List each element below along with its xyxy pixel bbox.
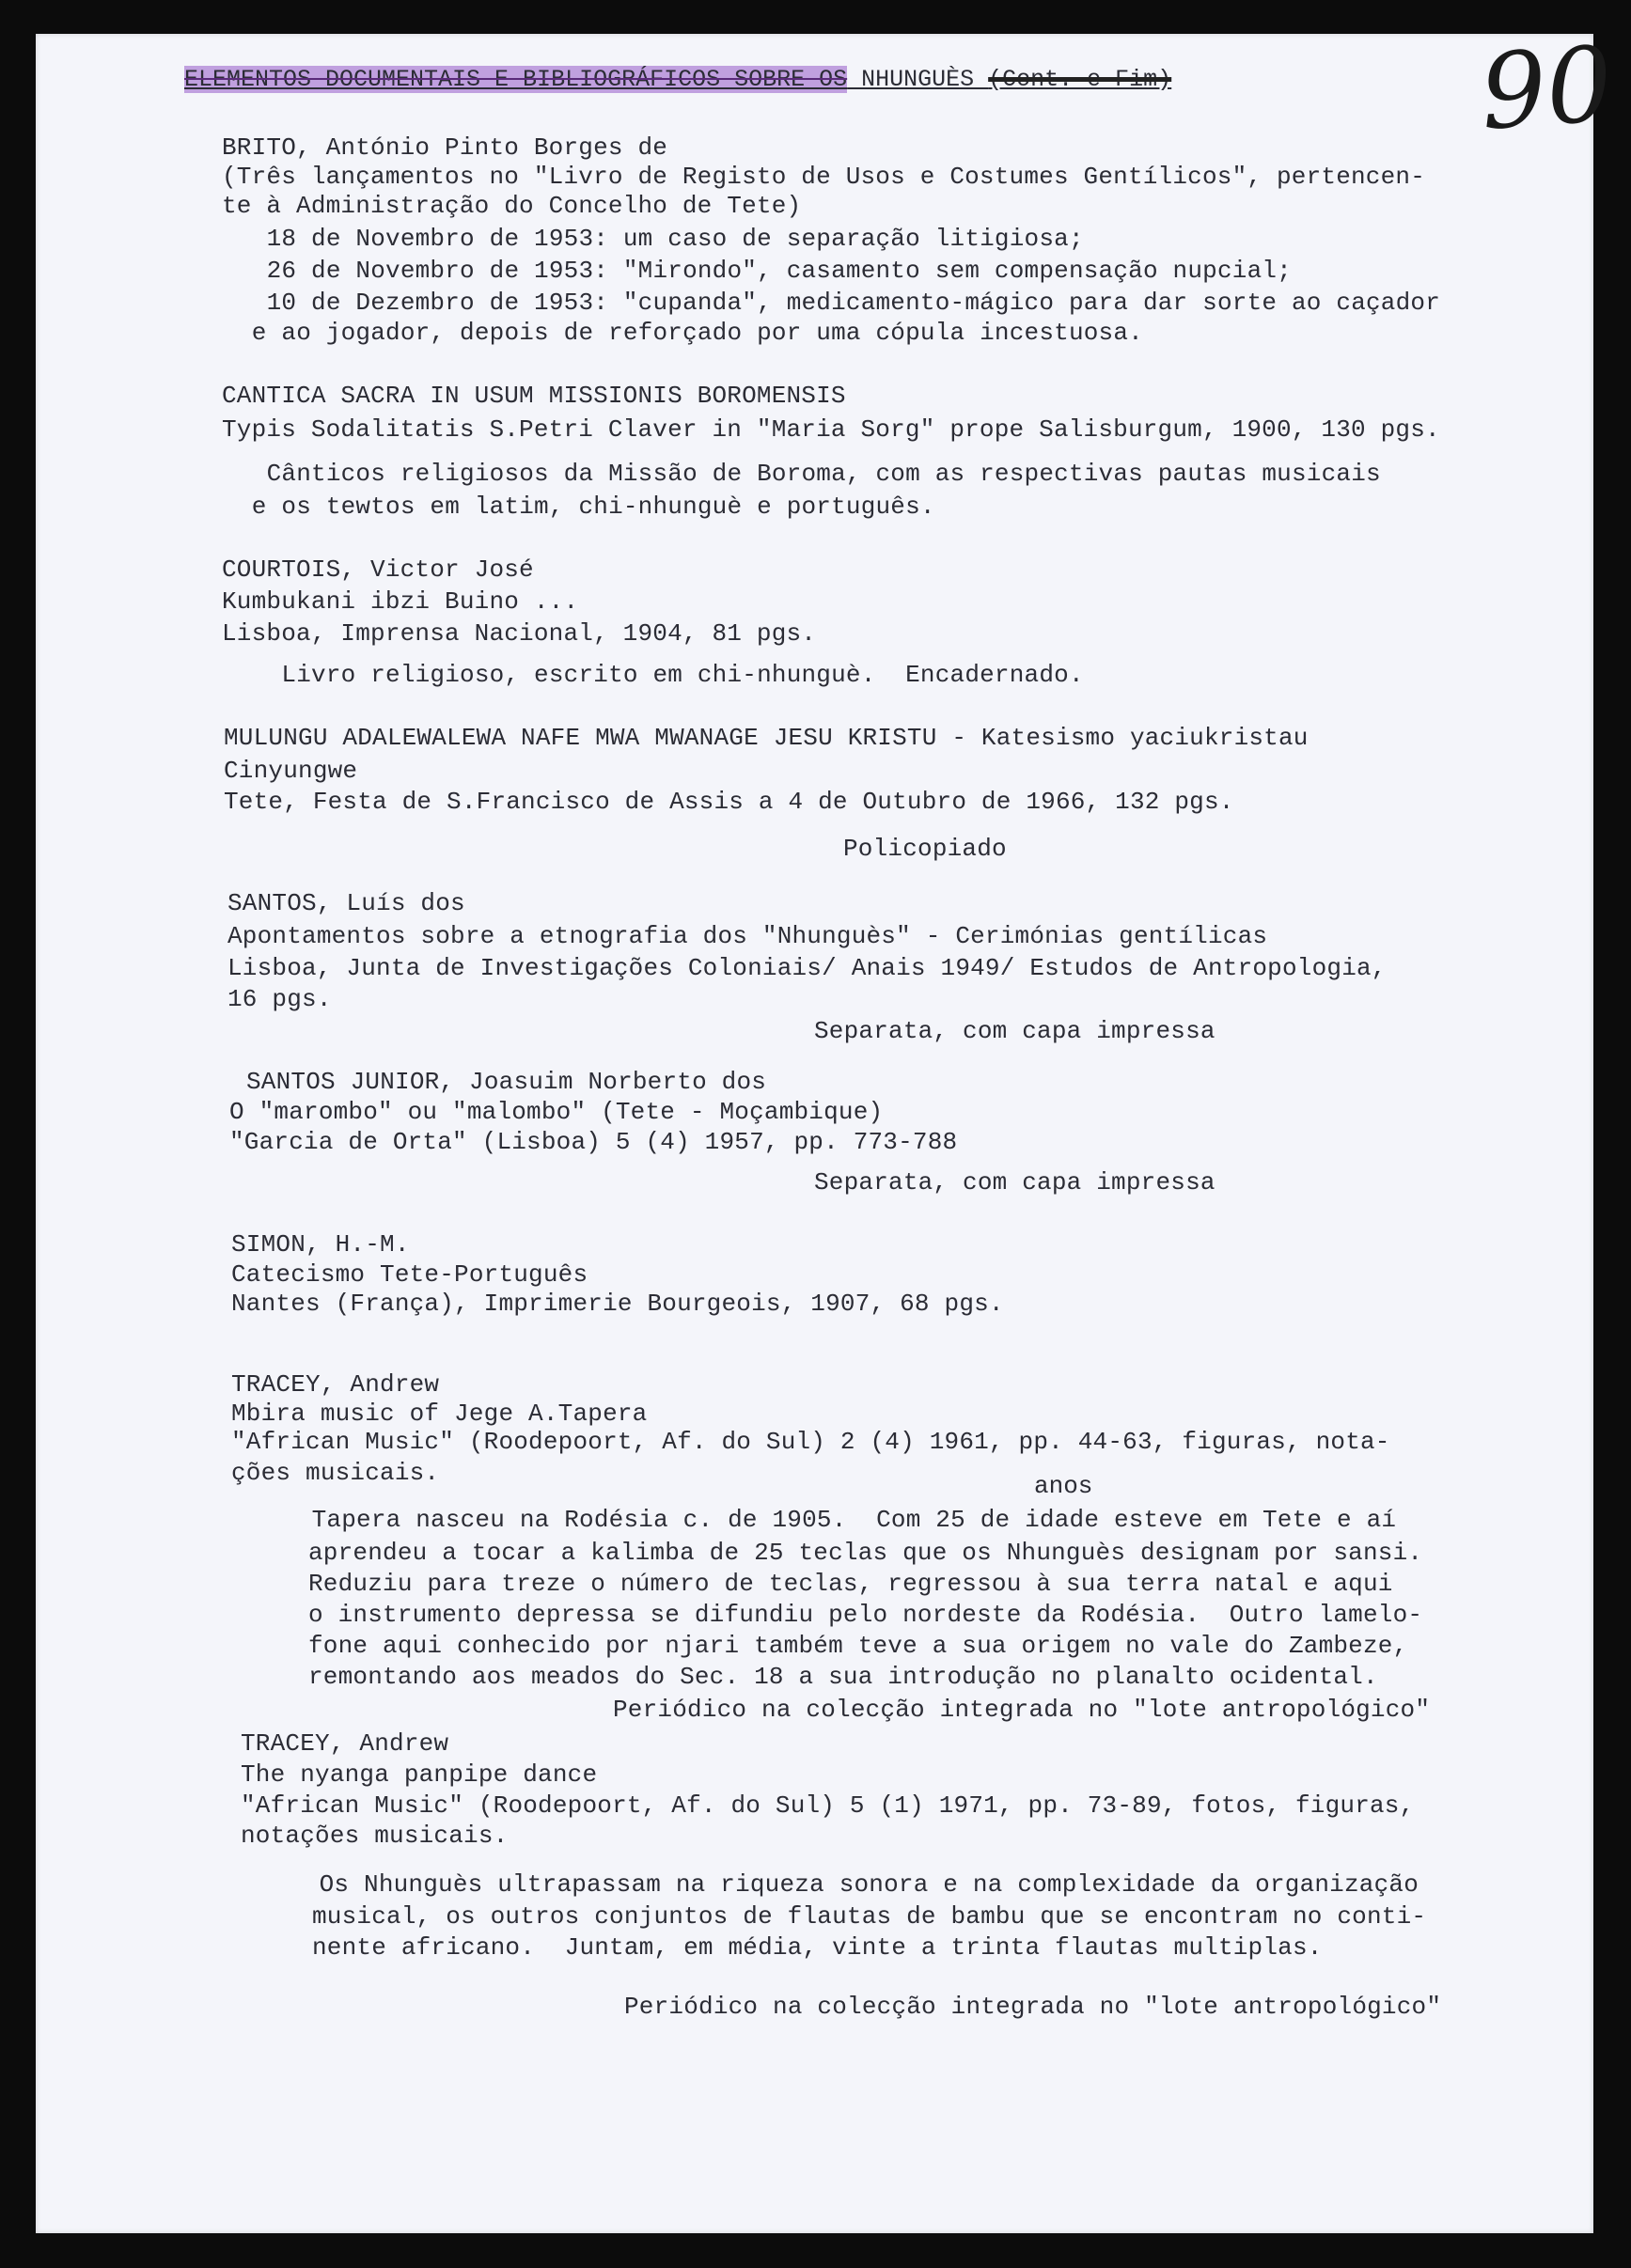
heading-struck: (Cont. e Fim): [988, 66, 1172, 93]
entry-brito-line: 26 de Novembro de 1953: "Mirondo", casamento sem compensação nupcial;: [237, 257, 1292, 285]
entry-tracey1-abstract: fone aqui conhecido por njari também teve a sua origem no vale do Zambeze,: [308, 1632, 1408, 1660]
entry-tracey2-title: The nyanga panpipe dance: [241, 1760, 598, 1789]
page-number: 90: [1476, 23, 1617, 153]
entry-santos-junior-line: O "marombo" ou "malombo" (Tete - Moçambique): [229, 1098, 884, 1126]
entry-santos-junior-note: Separata, com capa impressa: [814, 1168, 1215, 1197]
entry-tracey2-line: notações musicais.: [241, 1822, 509, 1850]
entry-cantica-line: Cânticos religiosos da Missão de Boroma, com as respectivas pautas musicais: [237, 460, 1381, 488]
handwritten-insert-anos: anos: [1034, 1472, 1093, 1500]
entry-tracey1-note: Periódico na colecção integrada no "lote antropológico": [613, 1696, 1431, 1724]
entry-tracey1-abstract: o instrumento depressa se difundiu pelo nordeste da Rodésia. Outro lamelo-: [308, 1601, 1423, 1629]
entry-brito-author: BRITO, António Pinto Borges de: [222, 133, 668, 162]
entry-tracey2-author: TRACEY, Andrew: [241, 1729, 449, 1758]
entry-cantica-title: CANTICA SACRA IN USUM MISSIONIS BOROMENSIS: [222, 382, 846, 410]
entry-tracey1-line: ções musicais.: [231, 1459, 440, 1487]
entry-courtois-line: Livro religioso, escrito em chi-nhunguè. Encadernado.: [237, 661, 1084, 689]
entry-brito-line: (Três lançamentos no "Livro de Registo de Usos e Costumes Gentílicos", pertencen-: [222, 163, 1426, 191]
entry-tracey1-abstract: aprendeu a tocar a kalimba de 25 teclas que os Nhunguès designam por sansi.: [308, 1539, 1423, 1567]
entry-santos-line: Lisboa, Junta de Investigações Coloniais/ Anais 1949/ Estudos de Antropologia,: [227, 954, 1387, 982]
entry-tracey1-abstract: Reduziu para treze o número de teclas, regressou à sua terra natal e aqui: [308, 1570, 1393, 1598]
entry-cantica-line: Typis Sodalitatis S.Petri Claver in "Maria Sorg" prope Salisburgum, 1900, 130 pgs.: [222, 415, 1440, 444]
entry-mulungu-note: Policopiado: [843, 835, 1007, 863]
heading-rest: NHUNGUÈS: [847, 66, 989, 93]
entry-courtois-line: Kumbukani ibzi Buino ...: [222, 587, 579, 616]
entry-santos-note: Separata, com capa impressa: [814, 1017, 1215, 1045]
entry-brito-line: e ao jogador, depois de reforçado por uma cópula incestuosa.: [237, 319, 1143, 347]
entry-courtois-author: COURTOIS, Victor José: [222, 555, 534, 584]
entry-brito-line: 18 de Novembro de 1953: um caso de separação litigiosa;: [237, 225, 1084, 253]
page-heading: [184, 66, 1171, 93]
entry-tracey2-abstract: musical, os outros conjuntos de flautas de bambu que se encontram no conti-: [312, 1902, 1427, 1931]
heading-highlighted: ELEMENTOS DOCUMENTAIS E BIBLIOGRÁFICOS SOBRE OS: [184, 66, 848, 93]
entry-santos-author: SANTOS, Luís dos: [227, 889, 465, 917]
entry-santos-line: 16 pgs.: [227, 985, 332, 1013]
entry-santos-junior-author: SANTOS JUNIOR, Joasuim Norberto dos: [246, 1068, 767, 1096]
entry-tracey2-abstract: nente africano. Juntam, em média, vinte a trinta flautas multiplas.: [312, 1933, 1323, 1962]
entry-tracey2-line: "African Music" (Roodepoort, Af. do Sul) 5 (1) 1971, pp. 73-89, fotos, figuras,: [241, 1791, 1415, 1820]
entry-mulungu-line: Cinyungwe: [224, 757, 358, 785]
entry-simon-author: SIMON, H.-M.: [231, 1230, 410, 1259]
entry-brito-line: te à Administração do Concelho de Tete): [222, 192, 802, 220]
entry-courtois-line: Lisboa, Imprensa Nacional, 1904, 81 pgs.: [222, 619, 817, 648]
entry-simon-line: Nantes (França), Imprimerie Bourgeois, 1907, 68 pgs.: [231, 1290, 1004, 1318]
entry-mulungu-title: MULUNGU ADALEWALEWA NAFE MWA MWANAGE JESU KRISTU - Katesismo yaciukristau: [224, 724, 1309, 752]
entry-santos-line: Apontamentos sobre a etnografia dos "Nhunguès" - Cerimónias gentílicas: [227, 922, 1268, 950]
entry-tracey1-abstract: Tapera nasceu na Rodésia c. de 1905. Com 25 de idade esteve em Tete e aí: [282, 1506, 1397, 1534]
entry-simon-line: Catecismo Tete-Português: [231, 1260, 588, 1289]
entry-mulungu-line: Tete, Festa de S.Francisco de Assis a 4 de Outubro de 1966, 132 pgs.: [224, 788, 1234, 816]
entry-tracey2-abstract: Os Nhunguès ultrapassam na riqueza sonora e na complexidade da organização: [290, 1870, 1419, 1899]
entry-santos-junior-line: "Garcia de Orta" (Lisboa) 5 (4) 1957, pp. 773-788: [229, 1128, 958, 1156]
entry-tracey1-abstract: remontando aos meados do Sec. 18 a sua introdução no planalto ocidental.: [308, 1663, 1378, 1691]
entry-tracey1-title: Mbira music of Jege A.Tapera: [231, 1400, 648, 1428]
entry-cantica-line: e os tewtos em latim, chi-nhunguè e português.: [237, 493, 935, 521]
entry-brito-line: 10 de Dezembro de 1953: "cupanda", medicamento-mágico para dar sorte ao caçador: [237, 289, 1441, 317]
entry-tracey2-note: Periódico na colecção integrada no "lote antropológico": [624, 1993, 1442, 2021]
entry-tracey1-line: "African Music" (Roodepoort, Af. do Sul) 2 (4) 1961, pp. 44-63, figuras, nota-: [231, 1428, 1390, 1456]
entry-tracey1-author: TRACEY, Andrew: [231, 1370, 440, 1399]
